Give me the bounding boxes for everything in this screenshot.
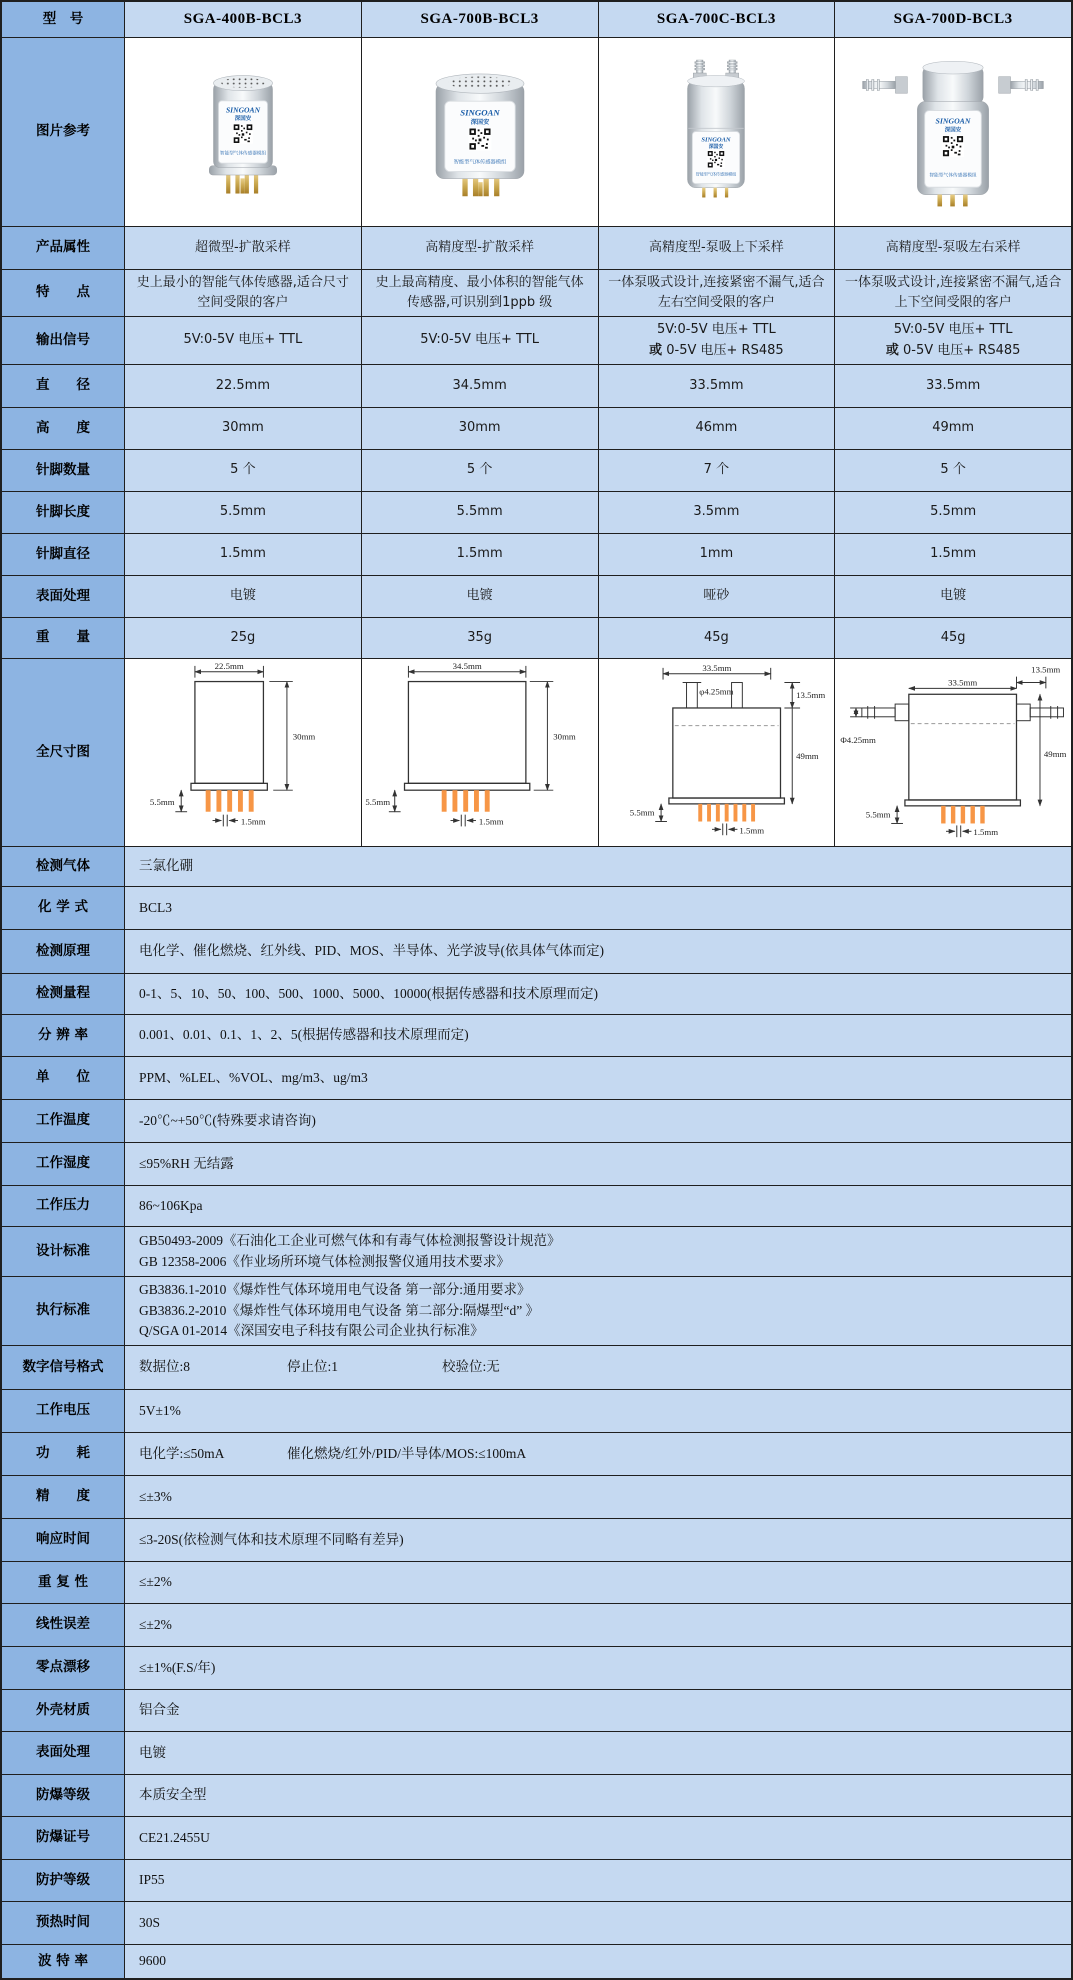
row-surface-2	[2, 1732, 1071, 1775]
sensor-photo-sga-700d	[834, 38, 1071, 226]
detail-value: CE21.2455U	[124, 1817, 1071, 1859]
row-work-temp	[2, 1100, 1071, 1143]
detail-value: 本质安全型	[124, 1775, 1071, 1816]
row-label: 检测量程	[2, 974, 124, 1014]
row-protection	[2, 1860, 1071, 1902]
row-label: 产品属性	[2, 227, 124, 269]
signal-line: 5V:0-5V 电压+ TTL	[183, 332, 303, 348]
row-power	[2, 1433, 1071, 1476]
row-label: 输出信号	[2, 317, 124, 364]
row-voltage	[2, 1390, 1071, 1433]
row-baud	[2, 1945, 1071, 1978]
dim-tube-diameter: φ4.25mm	[698, 685, 733, 696]
spec-cell: 45g	[598, 618, 835, 658]
brand-logo-text: SINGOAN	[459, 107, 500, 118]
row-label: 防爆证号	[2, 1817, 124, 1859]
model-name: SGA-400B-BCL3	[183, 10, 302, 27]
row-label: 数字信号格式	[2, 1346, 124, 1389]
brand-cn-text: 深国安	[470, 120, 489, 127]
spec-cell	[834, 317, 1071, 364]
row-label: 工作电压	[2, 1390, 124, 1432]
row-label: 化 学 式	[2, 887, 124, 929]
row-label: 单 位	[2, 1057, 124, 1099]
spec-cell: 33.5mm	[598, 365, 835, 407]
row-label: 零点漂移	[2, 1647, 124, 1689]
dim-pin-length: 5.5mm	[866, 809, 891, 820]
row-label: 工作压力	[2, 1186, 124, 1226]
row-warmup	[2, 1902, 1071, 1945]
model-name: SGA-700C-BCL3	[656, 10, 776, 27]
spec-cell: 史上最小的智能气体传感器,适合尺寸空间受限的客户	[124, 270, 361, 316]
detail-value	[124, 1433, 1071, 1475]
row-range	[2, 974, 1071, 1015]
or-word: 或	[885, 342, 899, 358]
brand-cn-text: 深国安	[709, 144, 724, 150]
dimension-drawing-sga-700b	[361, 659, 598, 846]
row-label: 针脚直径	[2, 534, 124, 575]
row-label: 直 径	[2, 365, 124, 407]
row-response	[2, 1519, 1071, 1562]
spec-cell: 高精度型-泵吸左右采样	[834, 227, 1071, 269]
spec-cell: 46mm	[598, 408, 835, 449]
sensor-illustration	[655, 42, 777, 222]
sensor-photo-sga-400b	[124, 38, 361, 226]
row-linearity	[2, 1604, 1071, 1647]
row-label: 执行标准	[2, 1277, 124, 1345]
or-word: 或	[649, 342, 663, 358]
spec-cell: 超微型-扩散采样	[124, 227, 361, 269]
row-label: 检测气体	[2, 847, 124, 886]
detail-value: 电镀	[124, 1732, 1071, 1774]
sensor-illustration	[414, 48, 546, 216]
row-label: 外壳材质	[2, 1690, 124, 1731]
brand-cn-text: 深国安	[234, 116, 252, 123]
detail-value: 9600	[124, 1945, 1071, 1978]
spec-cell	[124, 317, 361, 364]
dim-width: 33.5mm	[701, 662, 731, 673]
row-label: 防爆等级	[2, 1775, 124, 1816]
row-zero-drift	[2, 1647, 1071, 1690]
dim-tube-height: 13.5mm	[1031, 664, 1061, 675]
row-explosion-class	[2, 1775, 1071, 1817]
row-accuracy	[2, 1476, 1071, 1519]
detail-value: ≤±2%	[124, 1562, 1071, 1603]
spec-cell: 35g	[361, 618, 598, 658]
detail-value: -20℃~+50℃(特殊要求请咨询)	[124, 1100, 1071, 1142]
detail-value: 三氯化硼	[124, 847, 1071, 886]
row-label-photos: 图片参考	[2, 38, 124, 226]
spec-cell: 5.5mm	[834, 492, 1071, 533]
row-output-signal	[2, 317, 1071, 365]
detail-value: ≤±3%	[124, 1476, 1071, 1518]
detail-value: ≤±2%	[124, 1604, 1071, 1646]
dim-pin-length: 5.5mm	[365, 796, 390, 807]
spec-cell: 哑砂	[598, 576, 835, 617]
row-label: 高 度	[2, 408, 124, 449]
format-segment: 校验位:无	[442, 1359, 500, 1375]
spec-cell: 3.5mm	[598, 492, 835, 533]
spec-cell: 30mm	[124, 408, 361, 449]
row-features	[2, 270, 1071, 317]
row-design-standard	[2, 1227, 1071, 1277]
dim-pin-diameter: 1.5mm	[240, 815, 266, 826]
dim-width: 34.5mm	[452, 660, 482, 671]
row-resolution	[2, 1015, 1071, 1057]
row-label: 重 量	[2, 618, 124, 658]
sensor-illustration	[184, 48, 302, 216]
sensor-illustration	[848, 46, 1058, 218]
row-label: 线性误差	[2, 1604, 124, 1646]
row-formula	[2, 887, 1071, 930]
spec-cell: 1.5mm	[124, 534, 361, 575]
spec-cell: 1.5mm	[834, 534, 1071, 575]
brand-caption-text: 智能型气体传感器模组	[696, 171, 737, 177]
spec-cell: 5.5mm	[124, 492, 361, 533]
detail-value: 0.001、0.01、0.1、1、2、5(根据传感器和技术原理而定)	[124, 1015, 1071, 1056]
detail-value: ≤3-20S(依检测气体和技术原理不同略有差异)	[124, 1519, 1071, 1561]
row-surface	[2, 576, 1071, 618]
signal-line	[649, 341, 784, 361]
power-segment: 催化燃烧/红外/PID/半导体/MOS:≤100mA	[287, 1445, 527, 1461]
spec-cell: 电镀	[361, 576, 598, 617]
spec-cell: 1mm	[598, 534, 835, 575]
power-segment: 电化学:≤50mA	[139, 1445, 225, 1461]
detail-value: PPM、%LEL、%VOL、mg/m3、ug/m3	[124, 1057, 1071, 1099]
spec-cell: 5 个	[124, 450, 361, 491]
brand-logo-text: SINGOAN	[935, 116, 971, 126]
dim-height: 49mm	[795, 750, 819, 761]
row-label: 功 耗	[2, 1433, 124, 1475]
format-segment: 数据位:8	[139, 1359, 191, 1375]
dimension-drawing	[125, 661, 361, 845]
row-label: 重 复 性	[2, 1562, 124, 1603]
signal-line: 5V:0-5V 电压+ TTL	[893, 322, 1013, 338]
standard-line: GB 12358-2006《作业场所环境气体检测报警仪通用技术要求》	[139, 1253, 510, 1269]
dimension-drawing	[599, 661, 835, 845]
detail-value	[124, 1346, 1071, 1389]
dim-pin-diameter: 1.5mm	[478, 815, 504, 826]
spec-cell: 22.5mm	[124, 365, 361, 407]
detail-value: 铝合金	[124, 1690, 1071, 1731]
spec-cell: 高精度型-泵吸上下采样	[598, 227, 835, 269]
spec-cell: 5.5mm	[361, 492, 598, 533]
row-label: 响应时间	[2, 1519, 124, 1561]
dimension-drawing	[362, 661, 598, 845]
dim-pin-length: 5.5mm	[629, 807, 654, 818]
brand-caption-text: 智能型气体传感器模组	[453, 159, 506, 166]
dim-pin-diameter: 1.5mm	[973, 826, 999, 837]
spec-cell: 5 个	[834, 450, 1071, 491]
spec-cell	[598, 317, 835, 364]
dimension-drawing-sga-400b	[124, 659, 361, 846]
spec-cell: 高精度型-扩散采样	[361, 227, 598, 269]
dim-tube-height: 13.5mm	[795, 689, 825, 700]
row-pin-count	[2, 450, 1071, 492]
signal-line: 5V:0-5V 电压+ TTL	[420, 332, 539, 348]
row-label: 工作温度	[2, 1100, 124, 1142]
rs485-option: 0-5V 电压+ RS485	[662, 342, 784, 358]
dim-width: 33.5mm	[948, 676, 978, 687]
row-product-type	[2, 227, 1071, 270]
spec-cell: 30mm	[361, 408, 598, 449]
row-weight	[2, 618, 1071, 659]
spec-cell: 一体泵吸式设计,连接紧密不漏气,适合左右空间受限的客户	[598, 270, 835, 316]
row-explosion-cert	[2, 1817, 1071, 1860]
row-exec-standard	[2, 1277, 1071, 1346]
row-gas	[2, 847, 1071, 887]
signal-line: 5V:0-5V 电压+ TTL	[657, 322, 776, 338]
spec-cell: 7 个	[598, 450, 835, 491]
dim-height: 49mm	[1044, 748, 1067, 759]
standard-line: GB3836.1-2010《爆炸性气体环境用电气设备 第一部分:通用要求》	[139, 1281, 531, 1297]
row-work-pressure	[2, 1186, 1071, 1227]
spec-cell: 电镀	[834, 576, 1071, 617]
brand-cn-text: 深国安	[944, 127, 962, 134]
signal-line	[886, 341, 1021, 361]
dim-width: 22.5mm	[214, 660, 244, 671]
detail-value: 电化学、催化燃烧、红外线、PID、MOS、半导体、光学波导(依具体气体而定)	[124, 930, 1071, 973]
spec-cell: 5 个	[361, 450, 598, 491]
format-segment: 停止位:1	[287, 1359, 339, 1375]
row-pin-diameter	[2, 534, 1071, 576]
rs485-option: 0-5V 电压+ RS485	[898, 342, 1021, 358]
row-digital-format	[2, 1346, 1071, 1390]
sensor-photo-sga-700c	[598, 38, 835, 226]
dim-tube-diameter: Φ4.25mm	[840, 734, 877, 745]
brand-caption-text: 智能型气体传感器模组	[219, 151, 267, 157]
row-label: 波 特 率	[2, 1945, 124, 1978]
model-name: SGA-700B-BCL3	[420, 10, 539, 27]
row-height	[2, 408, 1071, 450]
model-name: SGA-700D-BCL3	[893, 10, 1013, 27]
spec-cell	[361, 317, 598, 364]
dim-pin-diameter: 1.5mm	[738, 824, 764, 835]
standard-line: GB3836.2-2010《爆炸性气体环境用电气设备 第二部分:隔爆型“d” 》	[139, 1302, 540, 1318]
sensor-photo-sga-700b	[361, 38, 598, 226]
spec-cell: 34.5mm	[361, 365, 598, 407]
spec-cell: 33.5mm	[834, 365, 1071, 407]
spec-cell: 49mm	[834, 408, 1071, 449]
detail-value: 30S	[124, 1902, 1071, 1944]
row-label: 设计标准	[2, 1227, 124, 1276]
dim-pin-length: 5.5mm	[149, 796, 175, 807]
row-label: 工作湿度	[2, 1143, 124, 1185]
row-pin-length	[2, 492, 1071, 534]
detail-value	[124, 1277, 1071, 1345]
row-label-dimensions: 全尺寸图	[2, 659, 124, 846]
row-diameter	[2, 365, 1071, 408]
row-shell	[2, 1690, 1071, 1732]
detail-value: 0-1、5、10、50、100、500、1000、5000、10000(根据传感器和技术原理而定)	[124, 974, 1071, 1014]
row-label: 检测原理	[2, 930, 124, 973]
row-label: 针脚长度	[2, 492, 124, 533]
detail-value: ≤95%RH 无结露	[124, 1143, 1071, 1185]
row-label-model: 型 号	[2, 2, 124, 37]
standard-line: GB50493-2009《石油化工企业可燃气体和有毒气体检测报警设计规范》	[139, 1232, 561, 1248]
spec-cell: 史上最高精度、最小体积的智能气体传感器,可识别到1ppb 级	[361, 270, 598, 316]
row-label: 针脚数量	[2, 450, 124, 491]
detail-value: BCL3	[124, 887, 1071, 929]
row-label: 表面处理	[2, 576, 124, 617]
dimension-drawing-sga-700c	[598, 659, 835, 846]
row-unit	[2, 1057, 1071, 1100]
detail-value: ≤±1%(F.S/年)	[124, 1647, 1071, 1689]
detail-value: IP55	[124, 1860, 1071, 1901]
detail-value: 5V±1%	[124, 1390, 1071, 1432]
row-label: 防护等级	[2, 1860, 124, 1901]
row-principle	[2, 930, 1071, 974]
detail-value	[124, 1227, 1071, 1276]
dimension-row	[2, 659, 1071, 847]
spec-cell: 1.5mm	[361, 534, 598, 575]
spec-cell: 45g	[834, 618, 1071, 658]
dimension-drawing	[835, 661, 1071, 845]
spec-cell: 一体泵吸式设计,连接紧密不漏气,适合上下空间受限的客户	[834, 270, 1071, 316]
photo-row	[2, 38, 1071, 227]
row-repeatability	[2, 1562, 1071, 1604]
standard-line: Q/SGA 01-2014《深国安电子科技有限公司企业执行标准》	[139, 1323, 484, 1339]
row-label: 预热时间	[2, 1902, 124, 1944]
row-label: 表面处理	[2, 1732, 124, 1774]
dim-height: 30mm	[292, 730, 316, 741]
row-label: 特 点	[2, 270, 124, 316]
dim-height: 30mm	[553, 730, 576, 741]
brand-caption-text: 智能型气体传感器模组	[929, 173, 977, 179]
brand-logo-text: SINGOAN	[701, 136, 732, 144]
row-work-humidity	[2, 1143, 1071, 1186]
row-label: 精 度	[2, 1476, 124, 1518]
dimension-drawing-sga-700d	[834, 659, 1071, 846]
model-header-row	[2, 2, 1071, 38]
brand-logo-text: SINGOAN	[225, 105, 260, 115]
detail-value: 86~106Kpa	[124, 1186, 1071, 1226]
spec-cell: 电镀	[124, 576, 361, 617]
row-label: 分 辨 率	[2, 1015, 124, 1056]
spec-cell: 25g	[124, 618, 361, 658]
